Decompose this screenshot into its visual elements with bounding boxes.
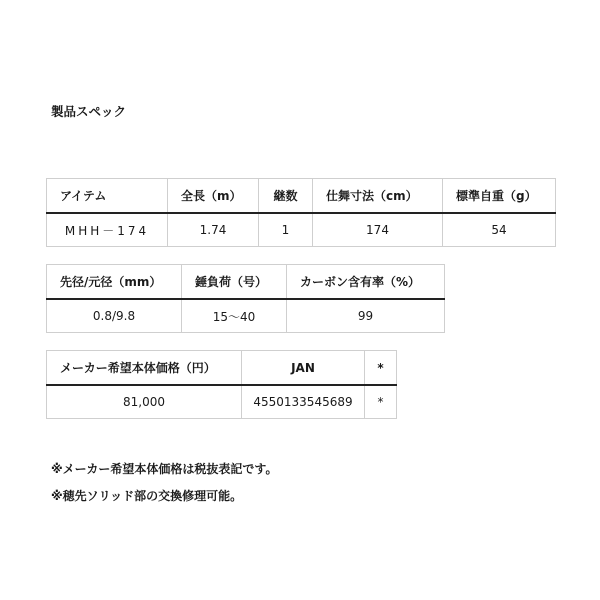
- header-sinker-load: 錘負荷（号）: [182, 265, 287, 300]
- header-pieces: 継数: [259, 179, 313, 214]
- table-header-row: [47, 265, 445, 300]
- cell-item: MHH－174: [47, 213, 168, 247]
- note-repair: ※穂先ソリッド部の交換修理可能。: [51, 489, 243, 503]
- cell-asterisk: *: [365, 385, 397, 419]
- cell-sinker-load: 15～40: [182, 299, 287, 333]
- cell-tip-butt: 0.8/9.8: [47, 299, 182, 333]
- cell-jan: 4550133545689: [242, 385, 365, 419]
- spec-table-1: [46, 178, 556, 247]
- cell-carbon: 99: [287, 299, 445, 333]
- header-asterisk: *: [365, 351, 397, 386]
- cell-pieces: 1: [259, 213, 313, 247]
- cell-price: 81,000: [47, 385, 242, 419]
- table-row: [47, 213, 556, 247]
- note-price: ※メーカー希望本体価格は税抜表記です。: [51, 462, 278, 476]
- table-row: [47, 385, 397, 419]
- header-tip-butt: 先径/元径（mm）: [47, 265, 182, 300]
- header-carbon: カーボン含有率（%）: [287, 265, 445, 300]
- spec-table-2: [46, 264, 445, 333]
- cell-weight: 54: [443, 213, 556, 247]
- table-header-row: [47, 351, 397, 386]
- header-weight: 標準自重（g）: [443, 179, 556, 214]
- header-item: アイテム: [47, 179, 168, 214]
- header-closed-length: 仕舞寸法（cm）: [313, 179, 443, 214]
- cell-closed-length: 174: [313, 213, 443, 247]
- table-row: [47, 299, 445, 333]
- header-length: 全長（m）: [168, 179, 259, 214]
- page-title: 製品スペック: [51, 104, 127, 119]
- header-jan: JAN: [242, 351, 365, 386]
- cell-length: 1.74: [168, 213, 259, 247]
- header-price: メーカー希望本体価格（円）: [47, 351, 242, 386]
- spec-table-3: [46, 350, 397, 419]
- table-header-row: [47, 179, 556, 214]
